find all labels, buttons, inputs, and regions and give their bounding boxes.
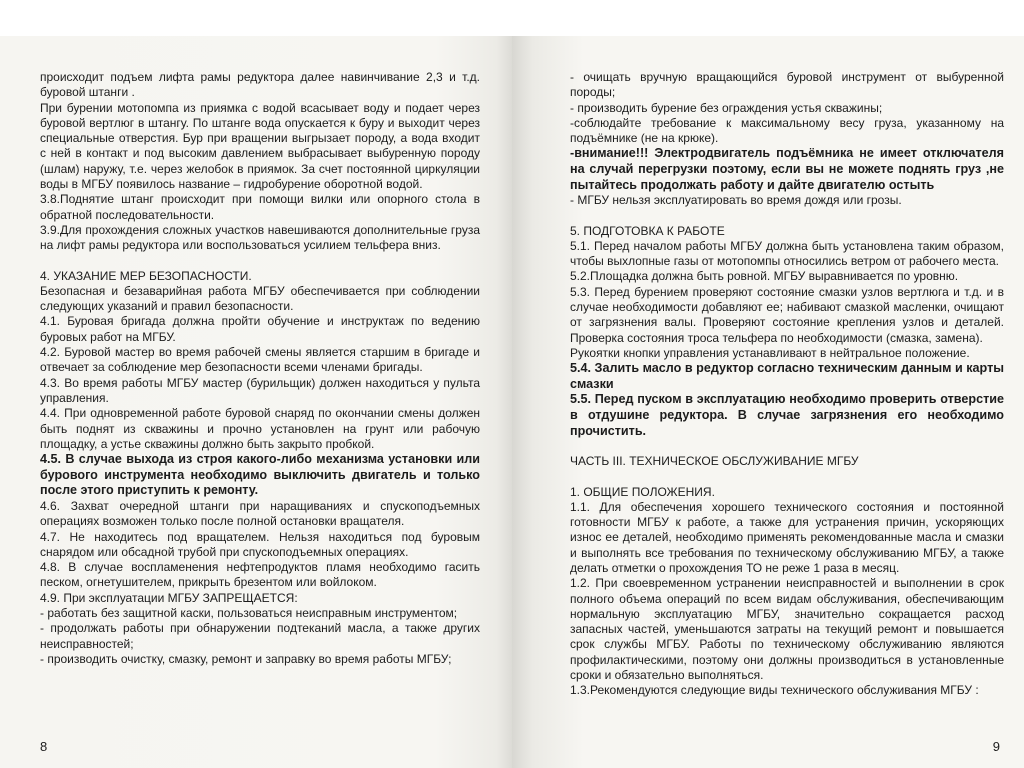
paragraph: - работать без защитной каски, пользоваться неисправным инструментом;	[40, 605, 458, 620]
paragraph: 5.1. Перед началом работы МГБУ должна быть установлена таким образом, чтобы выхлопные газы от мотопомпы относились ветром от рабочего места.	[570, 238, 1004, 269]
paragraph: При бурении мотопомпа из приямка с водой всасывает воду и подает через буровой вертлюг в штангу. По штанге вода опускается к буру и выходит через специальные отверстия. Бур при вращении выгрызает породу, а вода входит с ней в контакт и под высоким давлением выбрасывает выбуренную породу (шлам) наружу, т.е. через желобок в приямок. За счет постоянной циркуляции воды в МГБУ появилось название – гидробурение оборотной водой.	[40, 100, 480, 192]
section-heading: 5. ПОДГОТОВКА К РАБОТЕ	[570, 223, 725, 238]
paragraph: 4.8. В случае воспламенения нефтепродуктов пламя необходимо гасить песком, огнетушителем, прикрыть брезентом или войлоком.	[40, 560, 480, 590]
paragraph: 3.9.Для прохождения сложных участков навешиваются дополнительные груза на лифт рамы редуктора или воспользоваться усилием тельфера вниз.	[40, 222, 480, 253]
section-heading: 4. УКАЗАНИЕ МЕР БЕЗОПАСНОСТИ.	[40, 268, 252, 283]
paragraph: 1.3.Рекомендуются следующие виды технического обслуживания МГБУ :	[570, 683, 979, 698]
top-scan-margin	[0, 0, 512, 36]
spacer	[570, 470, 1004, 485]
paragraph: происходит подъем лифта рамы редуктора далее навинчивание 2,3 и т.д. буровой штанги .	[40, 70, 480, 100]
page-number: 9	[992, 739, 1000, 754]
warning-paragraph: -внимание!!! Электродвигатель подъёмника не имеет отключателя на случай перегрузки поэтому, если вы не можете поднять груз ,не пытайтесь продолжать работу и дайте двигателю остыть	[570, 146, 1004, 192]
paragraph: 4.6. Захват очередной штанги при наращиваниях и спускоподъемных операциях возможен только после полной остановки вращателя.	[40, 498, 480, 529]
spacer	[570, 439, 1004, 454]
paragraph: 5.2.Площадка должна быть ровной. МГБУ выравнивается по уровню.	[570, 269, 959, 284]
paragraph: 4.2. Буровой мастер во время рабочей смены является старшим в бригаде и отвечает за соблюдение мер безопасности всеми членами бригады.	[40, 345, 480, 375]
paragraph: 5.3. Перед бурением проверяют состояние смазки узлов вертлюга и т.д. и в случае необходимости добавляют ее; набивают смазкой масленки, очищают от загрязнения валы. Проверяют состояние крепления узлов и деталей. Проверка состояния троса тельфера по необходимости (смазка, замена).	[570, 284, 1004, 345]
paragraph: - очищать вручную вращающийся буровой инструмент от выбуренной породы;	[570, 70, 1004, 100]
bold-paragraph: 5.4. Залить масло в редуктор согласно техническим данным и карты смазки	[570, 361, 1004, 391]
bold-paragraph: 5.5. Перед пуском в эксплуатацию необходимо проверить отверстие в отдушине редуктора. В случае загрязнения его необходимо прочистить.	[570, 392, 1004, 438]
paragraph: - продолжать работы при обнаружении подтеканий масла, а также других неисправностей;	[40, 621, 480, 651]
paragraph: - производить бурение без ограждения устья скважины;	[570, 100, 883, 115]
paragraph: 4.4. При одновременной работе буровой снаряд по окончании смены должен быть поднят из скважины и прочно установлен на грунт или рабочую площадку, а устье скважины должно быть закрыто пробкой.	[40, 406, 480, 451]
paragraph: 1.2. При своевременном устранении неисправностей и выполнении в срок полного объема операций по всем видам обслуживания, обеспечивающим нормальную эксплуатацию МГБУ, значительно сокращается расход запасных частей, уменьшаются затраты на текущий ремонт и повышается срок службы МГБУ. Работы по техническому обслуживанию являются профилактическими, поэтому они должны производиться в установленные сроки и обязательно выполняться.	[570, 576, 1004, 683]
paragraph: 3.8.Поднятие штанг происходит при помощи вилки или опорного стола в обратной последовательности.	[40, 192, 480, 222]
spacer	[40, 254, 480, 269]
paragraph: Безопасная и безаварийная работа МГБУ обеспечивается при соблюдении следующих указаний и правил безопасности.	[40, 283, 480, 314]
paragraph: - производить очистку, смазку, ремонт и заправку во время работы МГБУ;	[40, 651, 452, 666]
paragraph: - МГБУ нельзя эксплуатировать во время дождя или грозы.	[570, 193, 902, 208]
paragraph: 4.1. Буровая бригада должна пройти обучение и инструктаж по ведению буровых работ на МГБУ.	[40, 314, 480, 344]
paragraph: 1.1. Для обеспечения хорошего технического состояния и постоянной готовности МГБУ к работе, а также для устранения причин, ускоряющих износ ее деталей, необходимо применять рекомендованные масла и смазки и выполнять все требования по техническому обслуживанию МГБУ, а также делать отметки о прохождения ТО не реже 1 раза в месяц.	[570, 499, 1004, 575]
page-number: 8	[40, 739, 48, 754]
top-scan-margin	[512, 0, 1024, 36]
paragraph: Рукоятки кнопки управления устанавливают в нейтральное положение.	[570, 345, 970, 360]
paragraph: 4.9. При эксплуатации МГБУ ЗАПРЕЩАЕТСЯ:	[40, 590, 298, 605]
bold-paragraph: 4.5. В случае выхода из строя какого-либо механизма установки или бурового инструмента необходимо выключить двигатель и только после этого приступить к ремонту.	[40, 452, 480, 498]
paragraph: 4.3. Во время работы МГБУ мастер (бурильщик) должен находиться у пульта управления.	[40, 375, 480, 405]
spacer	[570, 209, 1004, 224]
section-heading: 1. ОБЩИЕ ПОЛОЖЕНИЯ.	[570, 484, 715, 499]
right-page	[512, 0, 1024, 768]
part-heading: ЧАСТЬ III. ТЕХНИЧЕСКОЕ ОБСЛУЖИВАНИЕ МГБУ	[570, 454, 859, 469]
paragraph: -соблюдайте требование к максимальному весу груза, указанному на подъёмнике (не на крюке).	[570, 115, 1004, 146]
paragraph: 4.7. Не находитесь под вращателем. Нельзя находиться под буровым снарядом или обсадной трубой при спускоподъемных операциях.	[40, 529, 480, 559]
